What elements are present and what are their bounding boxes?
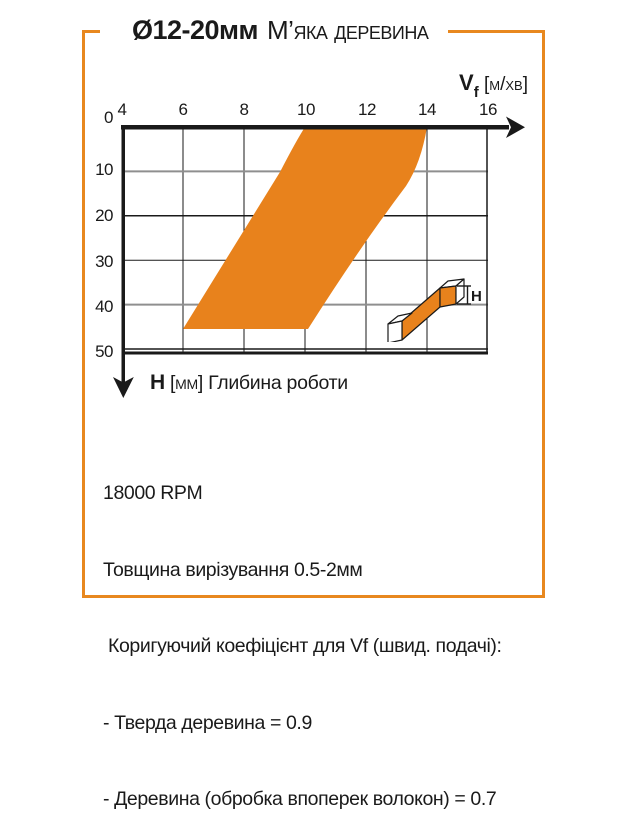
- y-axis-title: [150, 371, 348, 395]
- title-material: М’яка деревина: [267, 14, 429, 45]
- note-coefficient: Коригуючий коефіцієнт для Vf (швид. подачі):: [103, 635, 502, 657]
- workpiece-front-left-face: [388, 321, 402, 342]
- y-tick-20: 20: [95, 206, 113, 225]
- x-tick-6: 6: [178, 100, 188, 119]
- x-tick-12: 12: [358, 100, 376, 119]
- y-tick-30: 30: [95, 252, 113, 271]
- h-dimension-label: H: [471, 288, 482, 305]
- workpiece-front-right-face: [440, 286, 456, 307]
- x-tick-14: 14: [418, 100, 436, 119]
- workpiece-icon: [386, 278, 482, 342]
- y-tick-50: 50: [95, 342, 113, 361]
- note-hardwood: - Тверда деревина = 0.9: [103, 711, 312, 734]
- y-tick-10: 10: [95, 160, 113, 179]
- notes-block: [103, 430, 533, 838]
- x-axis-title: [388, 70, 528, 99]
- x-tick-10: 10: [297, 100, 315, 119]
- x-tick-16: 16: [479, 100, 497, 119]
- y-tick-0: 0: [104, 108, 113, 127]
- x-axis-symbol: V: [459, 70, 474, 95]
- y-axis-text: Глибина роботи: [208, 372, 348, 394]
- y-tick-40: 40: [95, 297, 113, 316]
- note-crossgrain: - Деревина (обробка впоперек волокон) = 0.7: [103, 788, 497, 810]
- x-axis-symbol-sub: f: [473, 83, 479, 101]
- note-cut-thickness: Товщина вирізування 0.5-2мм: [103, 558, 363, 581]
- x-tick-4: 4: [117, 100, 127, 119]
- title-diameter-range: Ø12-20мм: [132, 14, 259, 45]
- note-rpm: 18000 RPM: [103, 482, 203, 504]
- card-title: [100, 10, 448, 50]
- y-axis-symbol: H: [150, 371, 165, 394]
- y-axis-units: [мм]: [170, 372, 203, 394]
- x-axis-units: [м/хв]: [483, 74, 528, 95]
- x-tick-8: 8: [239, 100, 249, 119]
